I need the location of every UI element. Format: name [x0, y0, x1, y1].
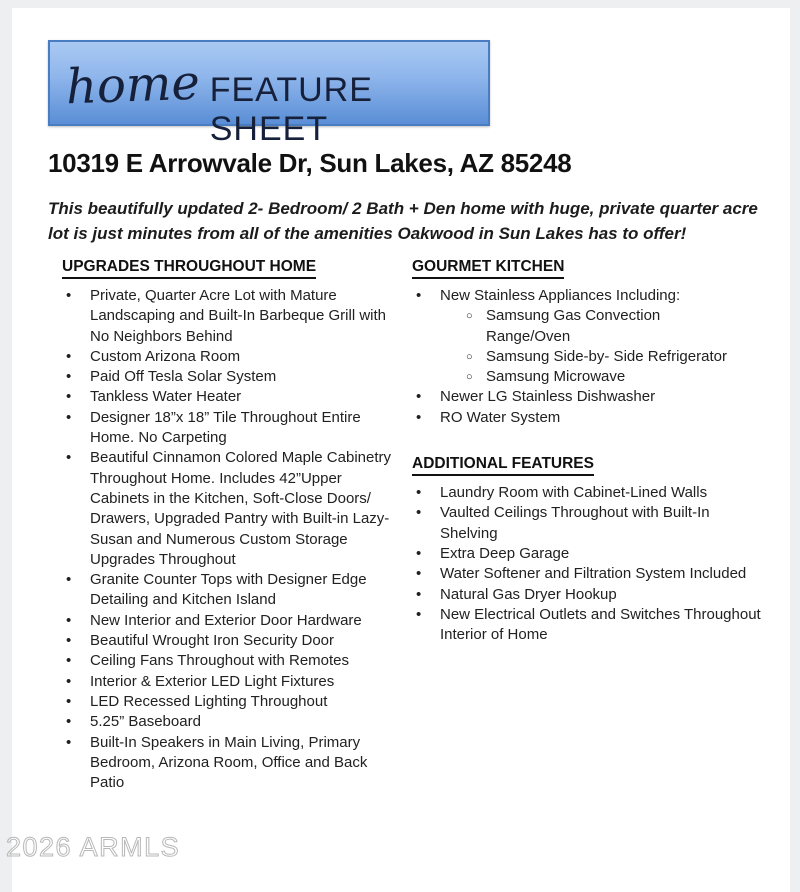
feature-item	[412, 408, 764, 428]
feature-item-text: Designer 18”x 18” Tile Throughout Entire Home. No Carpeting	[90, 408, 361, 447]
feature-item-text: 5.25” Baseboard	[90, 713, 201, 731]
section-heading	[62, 257, 396, 279]
feature-item	[412, 544, 764, 564]
feature-item	[62, 347, 396, 367]
banner-script-word: home	[65, 54, 201, 116]
feature-item	[62, 570, 396, 611]
header-banner	[48, 40, 490, 148]
feature-item-text: Paid Off Tesla Solar System	[90, 368, 277, 386]
feature-item	[62, 286, 396, 347]
left-column	[62, 257, 396, 793]
feature-item-text: New Electrical Outlets and Switches Throughout Interior of Home	[440, 605, 761, 644]
right-column	[412, 257, 764, 645]
banner-title: FEATURE SHEET	[209, 71, 373, 148]
feature-item-text: Laundry Room with Cabinet-Lined Walls	[440, 484, 708, 502]
feature-item	[62, 651, 396, 671]
description-line-2: lot is just minutes from all of the amenities Oakwood in Sun Lakes has to offer!	[48, 224, 687, 243]
feature-list	[412, 483, 764, 645]
description-line-1: This beautifully updated 2- Bedroom/ 2 Bath + Den home with huge, private quarter acre	[48, 199, 758, 218]
feature-item	[412, 605, 764, 646]
feature-columns	[62, 257, 764, 793]
feature-item-text: Extra Deep Garage	[440, 544, 570, 562]
feature-item	[62, 611, 396, 631]
section-heading	[412, 257, 764, 279]
feature-item	[62, 367, 396, 387]
feature-item	[62, 692, 396, 712]
feature-list	[62, 286, 396, 793]
feature-item	[412, 585, 764, 605]
feature-subitem: ○ Samsung Microwave	[412, 367, 730, 387]
feature-item	[62, 387, 396, 407]
feature-item-text: Built-In Speakers in Main Living, Primary Bedroom, Arizona Room, Office and Back Patio	[90, 733, 368, 792]
section-heading-text: GOURMET KITCHEN	[412, 257, 564, 279]
feature-list	[412, 286, 764, 428]
armls-watermark: 2026 ARMLS	[6, 832, 181, 862]
feature-item-text: Interior & Exterior LED Light Fixtures	[90, 672, 335, 690]
feature-item	[62, 448, 396, 570]
feature-item	[62, 408, 396, 449]
section-heading	[412, 454, 764, 476]
feature-item-text: Tankless Water Heater	[90, 388, 242, 406]
feature-item-text: New Stainless Appliances Including:	[440, 287, 681, 304]
feature-subitem: ○ Samsung Gas Convection Range/Oven	[412, 306, 730, 347]
feature-item	[62, 631, 396, 651]
property-address: 10319 E Arrowvale Dr, Sun Lakes, AZ 85248	[48, 148, 572, 178]
property-description	[48, 196, 778, 246]
feature-item-text: RO Water System	[440, 408, 561, 426]
feature-item-text: Beautiful Wrought Iron Security Door	[90, 632, 335, 650]
feature-item	[412, 503, 764, 544]
feature-item	[412, 387, 764, 407]
feature-sheet-page	[12, 8, 790, 892]
feature-item-text: New Interior and Exterior Door Hardware	[90, 611, 362, 629]
feature-item	[62, 733, 396, 794]
section-heading-text: ADDITIONAL FEATURES	[412, 454, 594, 476]
feature-item-text: Beautiful Cinnamon Colored Maple Cabinetry Throughout Home. Includes 42”Upper Cabinets in the Kitchen, Soft-Close Doors/ Drawers, Upgraded Pantry with Built-in Lazy-Susan and Numerous Custom Storage Upgrades Throughout	[90, 449, 391, 568]
feature-item-text: Natural Gas Dryer Hookup	[440, 585, 617, 603]
feature-item-text: LED Recessed Lighting Throughout	[90, 692, 328, 710]
feature-item	[62, 712, 396, 732]
feature-subitem: ○ Samsung Side-by- Side Refrigerator	[412, 347, 730, 367]
feature-item-text: Newer LG Stainless Dishwasher	[440, 388, 656, 406]
feature-item-text: Private, Quarter Acre Lot with Mature Landscaping and Built-In Barbeque Grill with No Neighbors Behind	[90, 287, 387, 345]
feature-item	[62, 672, 396, 692]
feature-item-text: Custom Arizona Room	[90, 347, 241, 365]
feature-item-text: Vaulted Ceilings Throughout with Built-In Shelving	[440, 504, 710, 542]
feature-section	[412, 454, 764, 645]
feature-section	[62, 257, 396, 793]
feature-item-text: Granite Counter Tops with Designer Edge Detailing and Kitchen Island	[90, 571, 367, 609]
feature-item	[412, 286, 764, 387]
feature-item-text: Ceiling Fans Throughout with Remotes	[90, 652, 350, 670]
feature-item	[412, 483, 764, 503]
feature-item	[412, 564, 764, 584]
feature-section	[412, 257, 764, 428]
section-heading-text: UPGRADES THROUGHOUT HOME	[62, 257, 316, 279]
feature-sublist	[440, 306, 764, 387]
feature-item-text: Water Softener and Filtration System Included	[440, 565, 747, 583]
